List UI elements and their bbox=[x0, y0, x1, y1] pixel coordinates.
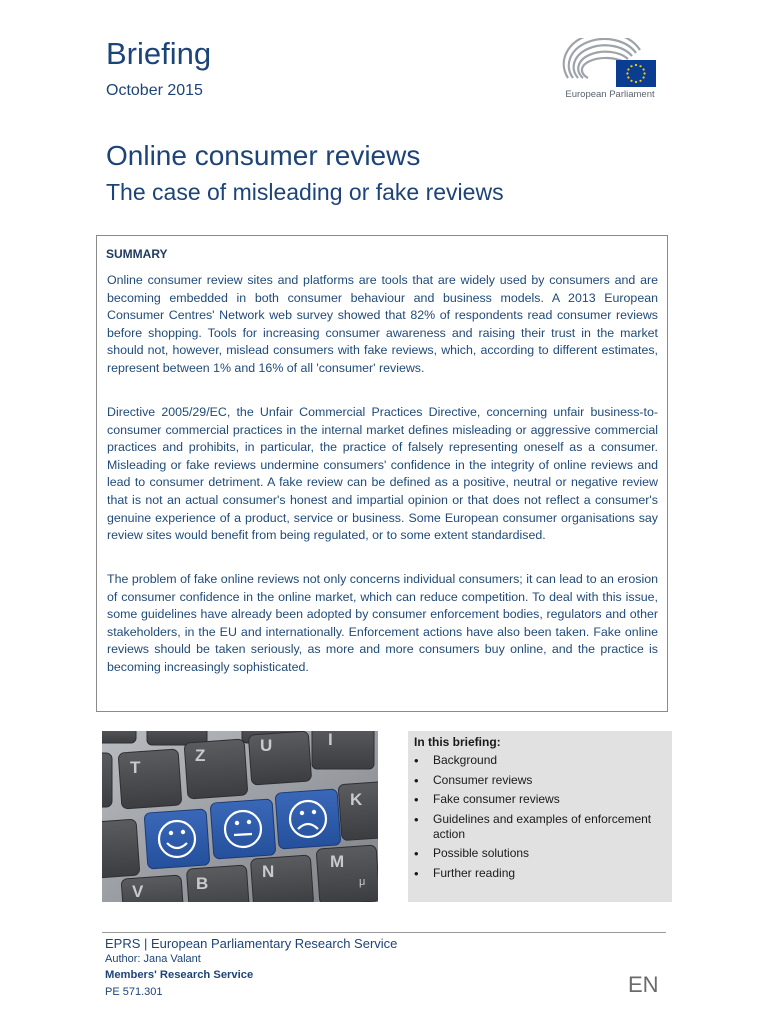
footer-author: Author: Jana Valant bbox=[105, 953, 201, 965]
footer-reference: PE 571.301 bbox=[105, 986, 163, 998]
svg-text:T: T bbox=[130, 758, 141, 777]
footer-divider bbox=[102, 932, 666, 933]
page-subtitle: The case of misleading or fake reviews bbox=[106, 179, 504, 205]
svg-text:N: N bbox=[262, 862, 275, 881]
logo-label: European Parliament bbox=[565, 89, 655, 100]
hemicycle-flag-icon bbox=[562, 38, 658, 90]
toc-item-possible-solutions: • Possible solutions bbox=[414, 846, 664, 861]
svg-text:Z: Z bbox=[195, 746, 206, 765]
page-title: Online consumer reviews bbox=[106, 140, 421, 171]
svg-text:M: M bbox=[330, 852, 345, 871]
svg-text:B: B bbox=[196, 874, 209, 893]
summary-paragraph-3: The problem of fake online reviews not only concerns individual consumers; it can lead to an erosion of consumer confidence in the online market, which can reduce competition. To deal with this issue, some guidelines have already been adopted by consumer enforcement bodies, regulators and other stakeholders, in the EU and internationally. Enforcement actions have also been taken. Fake online reviews should be taken seriously, as more and more consumers buy online, and the practice is becoming increasingly sophisticated. bbox=[107, 572, 658, 674]
svg-text:U: U bbox=[260, 736, 273, 755]
summary-paragraph-2: Directive 2005/29/EC, the Unfair Commercial Practices Directive, concerning unfair business-to-consumer commercial practices in the internal market defines misleading or aggressive commercial practices and prohibits, in particular, the practice of falsely representing oneself as a consumer. Misleading or fake reviews undermine consumers' confidence in the integrity of online reviews and lead to consumer detriment. A fake review can be defined as a positive, neutral or negative review that is not an actual consumer's honest and impartial opinion or that does not reflect a consumer's genuine experience of a product, service or business. Some European consumer organisations say review sites would benefit from being regulated, or to some extent standardised. bbox=[107, 405, 658, 543]
language-code: EN bbox=[628, 972, 659, 997]
publication-date: October 2015 bbox=[106, 82, 203, 99]
toc-list bbox=[414, 753, 664, 885]
svg-text:V: V bbox=[132, 882, 144, 901]
footer-service: Members' Research Service bbox=[105, 969, 254, 981]
toc-item-consumer-reviews: • Consumer reviews bbox=[414, 773, 664, 788]
footer-organisation: EPRS | European Parliamentary Research Service bbox=[105, 936, 398, 951]
summary-paragraph-1: Online consumer review sites and platforms are tools that are widely used by consumers and are becoming embedded in both consumer behaviour and business models. A 2013 European Consumer Centres' Network web survey showed that 82% of respondents read consumer reviews before shopping. Tools for increasing consumer awareness and raising their trust in the market should not, however, mislead consumers with fake reviews, which, according to different estimates, represent between 1% and 16% of all 'consumer' reviews. bbox=[107, 273, 658, 375]
svg-text:μ: μ bbox=[359, 876, 366, 888]
keyboard-emoticon-photo bbox=[102, 731, 378, 902]
toc-item-background: • Background bbox=[414, 753, 664, 768]
doc-type-heading: Briefing bbox=[106, 36, 212, 71]
toc-heading: In this briefing: bbox=[414, 735, 501, 749]
summary-heading: SUMMARY bbox=[106, 247, 168, 261]
svg-text:I: I bbox=[328, 731, 333, 749]
toc-item-guidelines: • Guidelines and examples of enforcement action bbox=[414, 812, 664, 842]
toc-item-further-reading: • Further reading bbox=[414, 866, 664, 881]
toc-item-fake-consumer-reviews: • Fake consumer reviews bbox=[414, 792, 664, 807]
svg-text:K: K bbox=[350, 790, 363, 809]
